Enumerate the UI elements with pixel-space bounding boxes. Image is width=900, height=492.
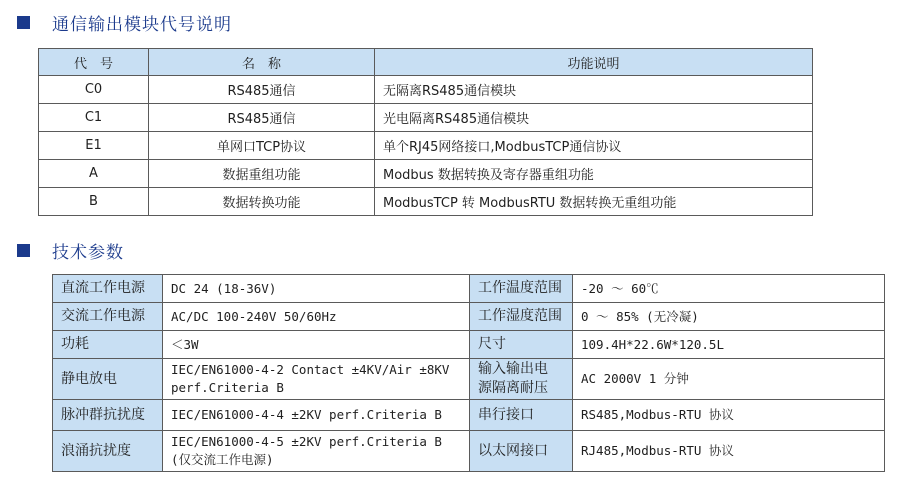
param-value: 0 ～ 85% (无冷凝) — [573, 303, 885, 331]
param-label-line: 输入输出电 — [478, 361, 548, 377]
table-row — [39, 104, 813, 132]
param-value: 109.4H*22.6W*120.5L — [573, 331, 885, 359]
param-label: 直流工作电源 — [53, 275, 163, 303]
table-row — [53, 431, 885, 472]
param-value: IEC/EN61000-4-4 ±2KV perf.Criteria B — [163, 400, 470, 431]
param-label: 工作温度范围 — [470, 275, 573, 303]
cell-name: 单网口TCP协议 — [149, 132, 375, 160]
param-label: 脉冲群抗扰度 — [53, 400, 163, 431]
param-value: DC 24 (18-36V) — [163, 275, 470, 303]
table-row — [39, 76, 813, 104]
param-value: -20 ～ 60℃ — [573, 275, 885, 303]
param-label: 以太网接口 — [470, 431, 573, 472]
cell-name: RS485通信 — [149, 104, 375, 132]
cell-code: C1 — [39, 104, 149, 132]
header-description: 功能说明 — [375, 49, 813, 76]
table-row — [53, 331, 885, 359]
param-value-line: IEC/EN61000-4-2 Contact ±4KV/Air ±8KV — [171, 362, 450, 377]
cell-description: 单个RJ45网络接口,ModbusTCP通信协议 — [375, 132, 813, 160]
header-name: 名 称 — [149, 49, 375, 76]
section-heading-tech-params — [17, 237, 124, 263]
param-value — [163, 359, 470, 400]
table-row — [53, 400, 885, 431]
param-label: 功耗 — [53, 331, 163, 359]
param-value: ＜3W — [163, 331, 470, 359]
cell-code: C0 — [39, 76, 149, 104]
param-label: 尺寸 — [470, 331, 573, 359]
param-label: 静电放电 — [53, 359, 163, 400]
table-row — [53, 303, 885, 331]
cell-name: 数据转换功能 — [149, 188, 375, 216]
table-row — [53, 359, 885, 400]
table-row — [39, 188, 813, 216]
square-bullet-icon — [17, 16, 30, 29]
tech-params-table — [52, 274, 885, 472]
param-label: 工作湿度范围 — [470, 303, 573, 331]
section-heading-comm-modules — [17, 9, 232, 35]
section-title: 技术参数 — [52, 242, 124, 263]
param-value: AC/DC 100-240V 50/60Hz — [163, 303, 470, 331]
param-value-line: (仅交流工作电源) — [171, 452, 274, 467]
cell-description: 无隔离RS485通信模块 — [375, 76, 813, 104]
comm-module-table — [38, 48, 813, 216]
cell-description: Modbus 数据转换及寄存器重组功能 — [375, 160, 813, 188]
section-title: 通信输出模块代号说明 — [52, 14, 232, 35]
cell-code: B — [39, 188, 149, 216]
square-bullet-icon — [17, 244, 30, 257]
param-value-line: perf.Criteria B — [171, 380, 284, 395]
cell-name: RS485通信 — [149, 76, 375, 104]
cell-code: A — [39, 160, 149, 188]
param-label — [470, 359, 573, 400]
table-header-row — [39, 49, 813, 76]
param-label: 浪涌抗扰度 — [53, 431, 163, 472]
param-label-line: 源隔离耐压 — [478, 380, 548, 396]
param-value: RS485,Modbus-RTU 协议 — [573, 400, 885, 431]
header-code: 代 号 — [39, 49, 149, 76]
table-row — [39, 132, 813, 160]
param-value-line: IEC/EN61000-4-5 ±2KV perf.Criteria B — [171, 434, 442, 449]
cell-code: E1 — [39, 132, 149, 160]
cell-description: 光电隔离RS485通信模块 — [375, 104, 813, 132]
param-label: 交流工作电源 — [53, 303, 163, 331]
cell-description: ModbusTCP 转 ModbusRTU 数据转换无重组功能 — [375, 188, 813, 216]
param-label: 串行接口 — [470, 400, 573, 431]
cell-name: 数据重组功能 — [149, 160, 375, 188]
table-row — [53, 275, 885, 303]
param-value: RJ485,Modbus-RTU 协议 — [573, 431, 885, 472]
table-row — [39, 160, 813, 188]
param-value: AC 2000V 1 分钟 — [573, 359, 885, 400]
param-value — [163, 431, 470, 472]
